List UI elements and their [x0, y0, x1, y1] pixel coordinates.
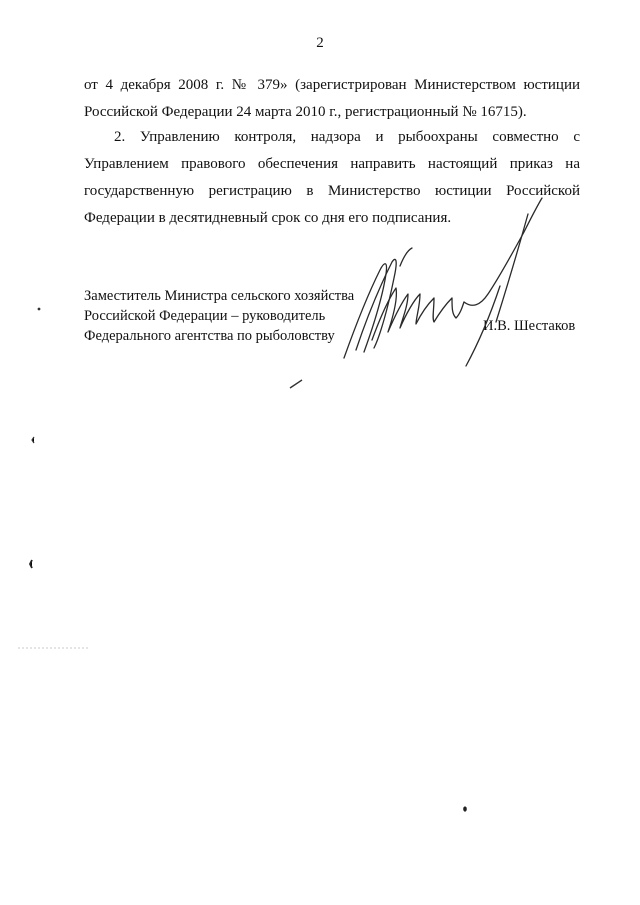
paragraph-1 — [84, 72, 580, 126]
scan-speck — [288, 376, 306, 390]
paragraph-1-line-2: Российской Федерации 24 марта 2010 г., регистрационный № 16715). — [84, 104, 527, 120]
paragraph-2-line-2: Управлением правового обеспечения направить настоящий приказ на — [84, 156, 580, 172]
signer-position-line-1: Заместитель Министра сельского хозяйства — [84, 288, 355, 304]
scan-speck — [462, 805, 468, 813]
handwritten-signature — [330, 190, 560, 390]
paragraph-2-line-4: Федерации в десятидневный срок со дня его подписания. — [84, 210, 452, 226]
signer-position — [84, 286, 354, 346]
paragraph-2-line-3: государственную регистрацию в Министерство юстиции Российской — [84, 183, 580, 199]
signer-position-line-3: Федерального агентства по рыболовству — [84, 328, 335, 344]
paragraph-2-line-1: 2. Управлению контроля, надзора и рыбоохраны совместно с — [114, 129, 580, 145]
scan-speck — [18, 646, 88, 650]
scan-speck — [36, 306, 42, 312]
page-number: 2 — [316, 35, 324, 51]
signer-name: И.В. Шестаков — [483, 318, 576, 334]
paragraph-1-line-1: от 4 декабря 2008 г. № 379» (зарегистрирован Министерством юстиции — [84, 77, 580, 93]
scan-speck — [30, 436, 36, 444]
scan-speck — [28, 559, 34, 569]
signer-position-line-2: Российской Федерации – руководитель — [84, 308, 326, 324]
